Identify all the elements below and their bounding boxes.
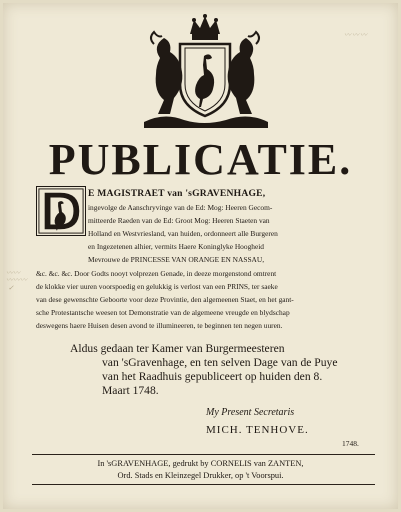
body-line: en Ingezetenen alhier, vermits Haere Koninglyke Hoogheid [88,242,264,251]
body-line: de klokke vier uuren voorspoedig en gelukkig is verlost van een PRINS, ter saeke [36,282,278,291]
printer-imprint-line: In 'sGRAVENHAGE, gedrukt by CORNELIS van ZANTEN, [97,459,304,468]
body-line: deswegens haere Huisen desen avond te illumineeren, te beginnen ten negen uuren. [36,321,283,330]
handwritten-margin-note: 〰〰 〰〰〰 [6,269,27,284]
handwritten-archive-mark: 〰〰〰 [344,31,368,39]
footer-divider-bottom [32,484,375,485]
body-line: mitteerde Raeden van de Ed: Groot Mog: Heeren Staeten van [88,216,270,225]
coat-of-arms-crest [130,14,280,136]
body-line: Holland en Westvriesland, van huiden, ordonneert alle Burgeren [88,229,278,238]
signer-name: MICH. TENHOVE. [206,424,309,436]
closing-line: van 'sGravenhage, en ten selven Dage van de Puye [102,356,338,369]
printer-imprint-line: Ord. Stads en Kleinzegel Drukker, op 't Voorspui. [117,471,284,480]
publication-title: PUBLICATIE. [48,135,353,184]
body-line: &c. &c. &c. Door Godts nooyt volprezen Genade, in deeze morgenstond omtrent [36,269,277,278]
body-line: sche Protestantsche weesen tot Demonstratie van de algemeene vreugde en blydschap [36,308,290,317]
body-line: ingevolge de Aanschryvinge van de Ed: Mog: Heeren Gecom- [88,203,273,212]
closing-line: Maart 1748. [102,384,159,397]
closing-line: Aldus gedaan ter Kamer van Burgermeesteren [70,342,285,355]
footer-divider-top [32,454,375,455]
signer-year: 1748. [342,439,359,448]
closing-line: van het Raadhuis gepubliceert op huiden den 8. [102,370,323,383]
body-line: E MAGISTRAET van 'sGRAVENHAGE, [88,189,266,199]
body-line: Mevrouwe de PRINCESSE VAN ORANGE EN NASSAU, [88,255,265,264]
body-line: van dese gewenschte Geboorte voor deze Provintie, den algemeenen Staet, en het gant- [36,295,294,304]
secretary-label: My Present Secretaris [206,407,295,418]
margin-note-check: ✓ [8,284,14,292]
decorated-initial-d [36,186,86,236]
